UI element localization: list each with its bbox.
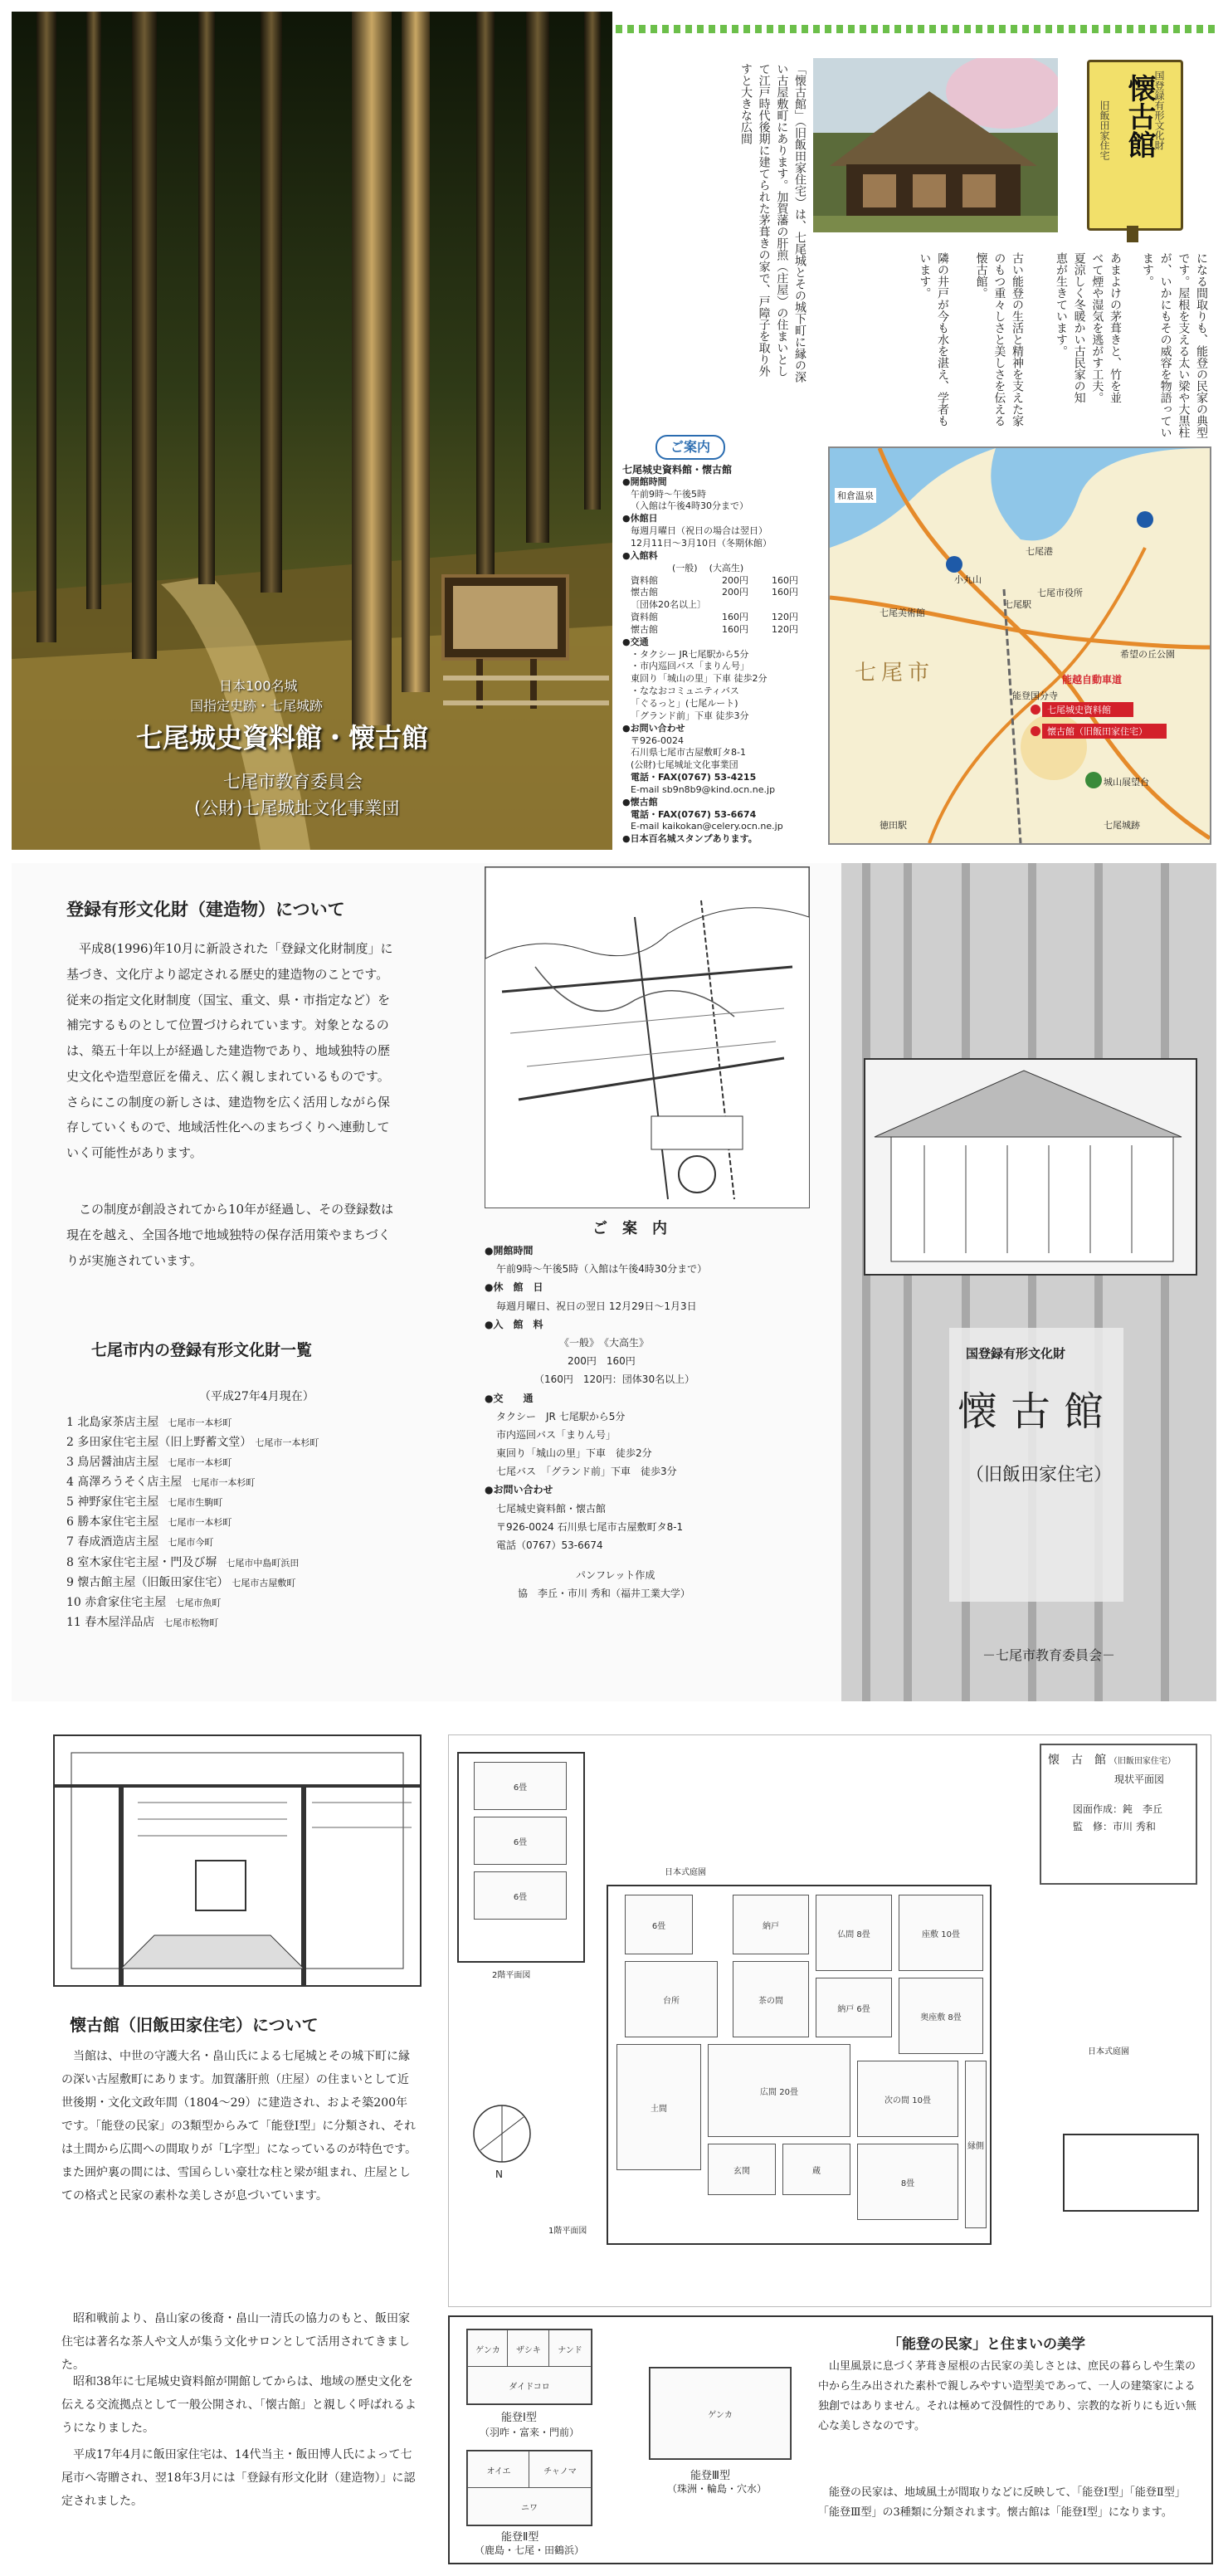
heritage-list-item [66, 1512, 423, 1532]
map-label-9: 能越自動車道 [1062, 674, 1123, 685]
heritage-list-item [66, 1612, 423, 1632]
sign-sub: 旧飯田家住宅 [1099, 100, 1110, 160]
registered-title: 登録有形文化財（建造物）について [66, 900, 345, 920]
type3-sub: （珠洲・輪島・穴水） [667, 2483, 768, 2495]
fee-row [631, 612, 823, 624]
type3-label: 能登Ⅲ型 [690, 2470, 730, 2482]
fee-row-general: 200円 [722, 587, 748, 598]
middle-right [841, 863, 1216, 1701]
guide2-fee-row: 200円 160円 [568, 1355, 636, 1368]
heritage-list-item [66, 1492, 423, 1512]
heritage-list-item [66, 1452, 423, 1472]
heritage-location: 七尾市一本杉町 [158, 1417, 232, 1428]
guide2-fee-group: （160円 120円：団体30名以上） [534, 1373, 695, 1386]
guide-stamp: ●日本百名城スタンプあります。 [622, 833, 758, 845]
middle-center [435, 863, 816, 1701]
bottom-row [12, 1715, 1216, 2569]
guide-access-item: ・市内巡回バス「まりん号」 [631, 661, 749, 672]
house-photo [813, 58, 1058, 232]
guide2-body [485, 1242, 816, 1603]
plan-room-10: 土間 [616, 2044, 701, 2170]
guide-access-list [622, 649, 823, 723]
intro-col5: 隣の井戸が今も水を湛え、学者もいます。 [918, 252, 949, 427]
sign-title: 懐古館 [1123, 74, 1156, 159]
type2-cell-b: チャノマ [529, 2451, 592, 2489]
guide-contact-item: 〒926-0024 [631, 734, 684, 746]
fee-row-student: 160円 [772, 587, 798, 598]
guide2-contact-item: 七尾城史資料館・懐古館 [496, 1502, 607, 1515]
heritage-location: 七尾市古屋敷町 [222, 1577, 296, 1588]
guide2-access-item: タクシー JR 七尾駅から5分 [496, 1410, 626, 1422]
guide-mail1: E-mail sb9n8b9@kind.ocn.ne.jp [631, 783, 776, 795]
guide-mail2: E-mail kaikokan@celery.ocn.ne.jp [631, 821, 783, 832]
guide-closed2: 12月11日～3月10日（冬期休館） [631, 538, 772, 549]
intro-col3: あまよけの茅葺きと、竹を並べて煙や湿気を逃がす工夫。夏涼しく冬暖かい古民家の知恵が生きています。 [1054, 252, 1122, 403]
map-label-4: 七尾美術館 [880, 607, 925, 618]
plan-title: 懐 古 館 [1048, 1754, 1106, 1767]
heritage-list-item [66, 1432, 423, 1452]
heritage-name: 3 鳥居醤油店主屋 [66, 1456, 159, 1470]
guide-access-label: ●交通 [622, 636, 649, 647]
type3-cell-a: ゲンカ [650, 2368, 791, 2459]
plan-room-17: 次の間 10畳 [857, 2061, 958, 2137]
type1-cell-d: ダイドコロ [467, 2366, 592, 2404]
map-label-12: 能登国分寺 [1012, 690, 1058, 701]
cover-tagline2: 国指定史跡・七尾城跡 [190, 698, 324, 714]
guide2-title: ご 案 内 [592, 1220, 667, 1237]
types-box [448, 2315, 1213, 2564]
map-label-11: 徳田駅 [880, 820, 907, 831]
guide-kaiko-label: ●懐古館 [622, 796, 658, 807]
type3-diagram [649, 2367, 792, 2460]
fee-row-name: 〔団体20名以上〕 [631, 599, 706, 611]
map-label-10: 七尾市 [855, 661, 935, 685]
guide-tel2: 電話・FAX(0767) 53-6674 [631, 808, 757, 820]
plan-credit2: 監 修：市川 秀和 [1073, 1821, 1156, 1833]
plan-garden-right: 日本式庭園 [1088, 2047, 1129, 2056]
plan-garden-left: 日本式庭園 [665, 1868, 706, 1877]
fee-row-general: 160円 [722, 612, 748, 623]
fee-h1: (一般) [672, 562, 698, 573]
fee-row-name: 資料館 [631, 612, 658, 623]
registered-para2: この制度が創設されてから10年が経過し、その登録数は現在を越え、全国各地で地域独特の保存活用策やまちづくりが実施されています。 [66, 1202, 394, 1268]
guide2-hours-label: ●開館時間 [485, 1245, 534, 1256]
fee-row [631, 575, 823, 588]
list-title: 七尾市内の登録有形文化財一覧 [91, 1341, 313, 1359]
compass-label: N [495, 2169, 503, 2180]
guide-access-item: ・ななおコミュニティバス [631, 685, 739, 697]
plan-legend [1040, 1744, 1197, 1885]
heritage-location: 七尾市今町 [158, 1537, 214, 1549]
guide-closed-label: ●休館日 [622, 513, 658, 524]
heritage-list-item [66, 1573, 423, 1593]
guide2-access-label: ●交 通 [485, 1392, 534, 1404]
heritage-name: 6 勝本家住宅主屋 [66, 1515, 159, 1530]
fee-row-student: 120円 [772, 612, 798, 623]
guide2-access-item: 市内巡回バス「まりん号」 [496, 1428, 616, 1441]
guide-access-item: 「グランド前」下車 徒歩3分 [631, 710, 749, 721]
guide2-contact [485, 1500, 816, 1555]
guide2-contact-item: 電話（0767）53-6674 [496, 1539, 603, 1551]
heritage-location: 七尾市一本杉町 [182, 1477, 256, 1489]
heritage-name: 10 赤倉家住宅主屋 [66, 1595, 167, 1609]
kaikokan-about-p4: 平成17年4月に飯田家住宅は、14代当主・飯田博人氏によって七尾市へ寄贈され、翌18年3月には「登録有形文化財（建造物）」に認定されました。 [61, 2448, 416, 2508]
heritage-list-item [66, 1593, 423, 1612]
kaikokan-about-p1: 当館は、中世の守護大名・畠山氏による七尾城とその城下町に縁の深い古屋敷町にあります。加賀藩肝煎（庄屋）の住まいとして近世後期・文化文政年間（1804～29）に建造され、およそ築200年です。「能登の民家」の3類型からみて「能登Ⅰ型」に分類され、それは土間から広間への間取りが「L字型」になっているのが特色です。また囲炉裏の間には、雪国らしい豪壮な柱と梁が組まれ、庄屋としての格式と民家の素朴な美しさが息づいています。 [61, 2050, 417, 2203]
plan-room-15: 蔵 [782, 2144, 850, 2195]
guide2-access-item: 東回り「城山の里」下車 徒歩2分 [496, 1447, 652, 1460]
old-cover-photo [841, 863, 1216, 1701]
map-label-0: 和倉温泉 [835, 488, 876, 503]
middle-left [12, 863, 426, 1701]
heritage-list-item [66, 1472, 423, 1492]
heritage-name: 4 髙澤ろうそく店主屋 [66, 1476, 183, 1490]
plan-room-18: 8畳 [857, 2144, 958, 2220]
heritage-name: 9 懐古館主屋（旧飯田家住宅） [66, 1575, 223, 1589]
heritage-name: 7 春成酒造店主屋 [66, 1535, 159, 1549]
guide-tel1: 電話・FAX(0767) 53-4215 [631, 772, 757, 783]
intro-col4: 古い能登の生活と精神を支えた家のもつ重々しさと美しさを伝える懐古館。 [974, 252, 1024, 427]
bw-map [485, 866, 810, 1208]
type2-diagram [466, 2450, 592, 2526]
guide2-credit-title: パンフレット作成 [576, 1569, 655, 1582]
cover-title: 七尾城史資料館・懐古館 [136, 722, 429, 754]
heritage-name: 11 春木屋洋品店 [66, 1615, 155, 1629]
guide-access-item: 「ぐるっと」(七尾ルート) [631, 697, 738, 709]
guide-closed: 毎週月曜日（祝日の場合は翌日） [631, 525, 768, 537]
fee-row [631, 624, 823, 637]
type1-cell-a: ゲンカ [467, 2330, 509, 2368]
guide-badge: ご案内 [655, 435, 725, 460]
type1-sub: （羽咋・富来・門前） [480, 2427, 580, 2438]
interior-sketch-svg [55, 1736, 420, 1985]
top-right-panel [616, 12, 1216, 850]
heritage-location: 七尾市魚町 [166, 1597, 222, 1608]
guide2-closed-label: ●休 館 日 [485, 1281, 543, 1294]
guide-fee-label: ●入館料 [622, 549, 658, 561]
plan-room-3: 6畳 [474, 1871, 567, 1920]
fee-row-general: 200円 [722, 574, 748, 586]
guide2-contact-label: ●お問い合わせ [485, 1484, 553, 1496]
kaikokan-about-p3: 昭和38年に七尾城史資料館が開館してからは、地域の歴史文化を伝える交流拠点として一般公開され、「懐古館」と親しく呼ばれるようになりました。 [61, 2375, 417, 2435]
plan-room-11: 玄関 [708, 2144, 776, 2195]
guide-hours: 午前9時～午後5時 [631, 488, 706, 500]
plan-subtitle: 現状平面図 [1114, 1773, 1165, 1786]
intro-col2: になる間取りも、能登の民家の典型です。屋根を支える太い梁や大黒柱が、いかにもその威容を物語っています。 [1140, 252, 1208, 438]
compass-icon [469, 2100, 535, 2167]
fee-row-name: 懐古館 [631, 623, 658, 635]
plan-room-16: 納戸 6畳 [816, 1978, 892, 2037]
interior-sketch [53, 1734, 422, 1987]
fee-row-student: 160円 [772, 574, 798, 586]
type1-cell-c: ナンド [548, 2330, 592, 2368]
floor-plan [448, 1734, 1211, 2307]
map-svg [830, 448, 1210, 843]
fee-row-name: 懐古館 [631, 587, 658, 598]
type2-cell-a: オイエ [467, 2451, 530, 2489]
fee-h2: (大高生) [709, 562, 744, 573]
plan-floor1-label: 1階平面図 [548, 2227, 587, 2236]
map-label-7: 城山展望台 [1104, 777, 1149, 788]
plan-room-1: 6畳 [474, 1762, 567, 1810]
guide-access-item: ・タクシー JR七尾駅から5分 [631, 648, 749, 660]
fee-row-name: 資料館 [631, 574, 658, 586]
guide2-access-item: 七尾バス 「グランド前」下車 徒歩3分 [496, 1466, 677, 1478]
sign-top: 国登録有形文化財 [1153, 71, 1165, 150]
map-label-5: 七尾城史資料館 [1047, 705, 1111, 715]
plan-annex [1063, 2134, 1199, 2212]
plan-floor2-label: 2階平面図 [492, 1971, 531, 1980]
heritage-location: 七尾市一本杉町 [158, 1517, 232, 1529]
type1-label: 能登Ⅰ型 [501, 2412, 537, 2424]
guide-contact-label: ●お問い合わせ [622, 722, 685, 734]
type2-label: 能登Ⅱ型 [501, 2531, 539, 2544]
fee-rows [622, 575, 823, 637]
guide-fee-head [622, 563, 823, 575]
type1-cell-b: ザシキ [507, 2330, 550, 2368]
guide2-contact-item: 〒926-0024 石川県七尾市古屋敷町タ8-1 [496, 1520, 684, 1533]
kaikokan-sign [1087, 60, 1183, 231]
type2-sub: （鹿島・七尾・田鶴浜） [475, 2544, 585, 2556]
map-label-8: 七尾城跡 [1104, 820, 1140, 831]
fee-row-student: 120円 [772, 623, 798, 635]
registered-para1: 平成8(1996)年10月に新設された「登録文化財制度」に基づき、文化庁より認定される歴史的建造物のことです。従来の指定文化財制度（国宝、重文、県・市指定など）を補完するものとして位置づけられています。対象となるのは、築五十年以上が経過した建造物であり、地域独特の歴史文化や造型意匠を備え、広く親しまれているものです。さらにこの制度の新しさは、建造物を広く活用しながら保存していくもので、地域活性化へのまちづくりへ連動していく可能性があります。 [66, 941, 393, 1160]
guide-hours-label: ●開館時間 [622, 476, 667, 487]
guide-contact-list [622, 735, 823, 773]
guide-org: 七尾城史資料館・懐古館 [622, 463, 733, 476]
dotted-border [616, 25, 1216, 33]
guide-hours-note: （入館は午後4時30分まで） [631, 500, 748, 512]
map-label-2: 七尾駅 [1004, 599, 1031, 610]
plan-room-4: 6畳 [625, 1895, 693, 1954]
cover-issuer2: (公財)七尾城址文化事業団 [194, 798, 400, 818]
old-cover-paren: （旧飯田家住宅） [966, 1465, 1113, 1486]
beauty-p1: 山里風景に息づく茅葺き屋根の古民家の美しさとは、庶民の暮らしや生業の中から生み出された素朴で親しみやすい造型美であって、一人の建築家による独創ではありません。それは極めて没個性的であり、宗教的な祈りにも近い無心な美しさなのです。 [818, 2360, 1196, 2433]
intro-col1: 「懐古館」（旧飯田家住宅）は、七尾城とその城下町に縁の深い古屋敷町にあります。加賀藩の肝煎（庄屋）の住まいとして江戸時代後期に建てられた茅葺きの家で、戸障子を取り外すと大きな広間 [738, 63, 806, 383]
old-cover-sub: 国登録有形文化財 [966, 1346, 1066, 1361]
old-cover-issuer: －七尾市教育委員会－ [982, 1647, 1116, 1663]
fee-row [631, 587, 823, 599]
map-label-6: 懐古館（旧飯田家住宅） [1047, 726, 1148, 737]
heritage-location: 七尾市一本杉町 [246, 1437, 319, 1449]
guide-access-item: 東回り「城山の里」下車 徒歩2分 [631, 673, 768, 685]
cover-issuer1: 七尾市教育委員会 [223, 772, 363, 792]
cover-panel [12, 12, 612, 850]
type1-diagram [466, 2329, 592, 2405]
guide2-fee-label: ●入 館 料 [485, 1318, 543, 1330]
map-label-3: 七尾市役所 [1037, 588, 1083, 598]
map-label-1: 七尾港 [1026, 546, 1053, 557]
fee-row-general: 160円 [722, 623, 748, 635]
plan-room-12: 台所 [625, 1961, 718, 2037]
map-label-14: 希望の丘公園 [1120, 649, 1175, 660]
cover-tagline1: 日本100名城 [219, 678, 298, 694]
plan-credit1: 図面作成：鈍 李丘 [1073, 1803, 1163, 1815]
map-label-13: 小丸山 [954, 574, 982, 585]
bw-map-svg [485, 867, 809, 1208]
plan-room-14: 縁側 [965, 2061, 987, 2228]
guide-contact-item: (公財)七尾城址文化事業団 [631, 759, 738, 771]
plan-floor1 [607, 1885, 992, 2245]
heritage-location: 七尾市松物町 [154, 1617, 219, 1628]
heritage-list-item [66, 1532, 423, 1552]
beauty-p2: 能登の民家は、地域風土が間取りなどに反映して、「能登Ⅰ型」「能登Ⅱ型」「能登Ⅲ型」の3種類に分類されます。懐古館は「能登Ⅰ型」になります。 [818, 2486, 1186, 2520]
guide-contact-item: 石川県七尾市古屋敷町タ8-1 [631, 747, 746, 759]
heritage-location: 七尾市生駒町 [158, 1497, 223, 1509]
kaikokan-about-title: 懐古館（旧飯田家住宅）について [70, 2015, 319, 2035]
sign-post [1127, 226, 1138, 242]
plan-room-8: 茶の間 [733, 1961, 809, 2037]
heritage-name: 1 北島家茶店主屋 [66, 1416, 159, 1429]
plan-room-5: 座敷 10畳 [899, 1895, 983, 1971]
guide2-hours: 午前9時～午後5時（入館は午後4時30分まで） [496, 1263, 708, 1276]
heritage-name: 5 神野家住宅主屋 [66, 1495, 159, 1510]
heritage-list [66, 1412, 423, 1632]
heritage-location: 七尾市中島町浜田 [217, 1557, 300, 1569]
heritage-list-item [66, 1553, 423, 1573]
heritage-name: 2 多田家住宅主屋（旧上野蓄文堂） [66, 1436, 246, 1450]
middle-row [12, 863, 1216, 1701]
guide2-fee-head: 《一般》 《大高生》 [559, 1336, 650, 1349]
guide2-closed: 毎週月曜日、祝日の翌日 12月29日～1月3日 [496, 1300, 697, 1312]
plan-room-9: 広間 20畳 [708, 2044, 850, 2137]
color-map [828, 446, 1211, 845]
heritage-list-item [66, 1412, 423, 1432]
plan-room-7: 納戸 [733, 1895, 809, 1954]
fee-row [631, 599, 823, 612]
list-date: （平成27年4月現在） [199, 1390, 314, 1403]
guide2-credit: 協 李丘・市川 秀和（福井工業大学） [518, 1588, 690, 1600]
heritage-name: 8 室木家住宅主屋・門及び塀 [66, 1555, 217, 1569]
plan-floor2 [457, 1752, 585, 1963]
guide2-access [485, 1408, 816, 1481]
plan-room-6: 仏間 8畳 [816, 1895, 892, 1971]
kaikokan-about-p2: 昭和戦前より、畠山家の後裔・畠山一清氏の協力のもと、飯田家住宅は著名な茶人や文人が集う文化サロンとして活用されてきました。 [61, 2312, 410, 2372]
plan-room-13: 奥座敷 8畳 [899, 1978, 983, 2054]
plan-room-2: 6畳 [474, 1817, 567, 1865]
old-cover-title: 懐古館 [958, 1388, 1118, 1435]
plan-title-paren: （旧飯田家住宅） [1109, 1757, 1176, 1766]
type2-cell-c: ニワ [467, 2487, 592, 2525]
beauty-title: 「能登の民家」と住まいの美学 [888, 2336, 1085, 2353]
heritage-location: 七尾市一本杉町 [158, 1457, 232, 1469]
guide-box [622, 435, 823, 843]
